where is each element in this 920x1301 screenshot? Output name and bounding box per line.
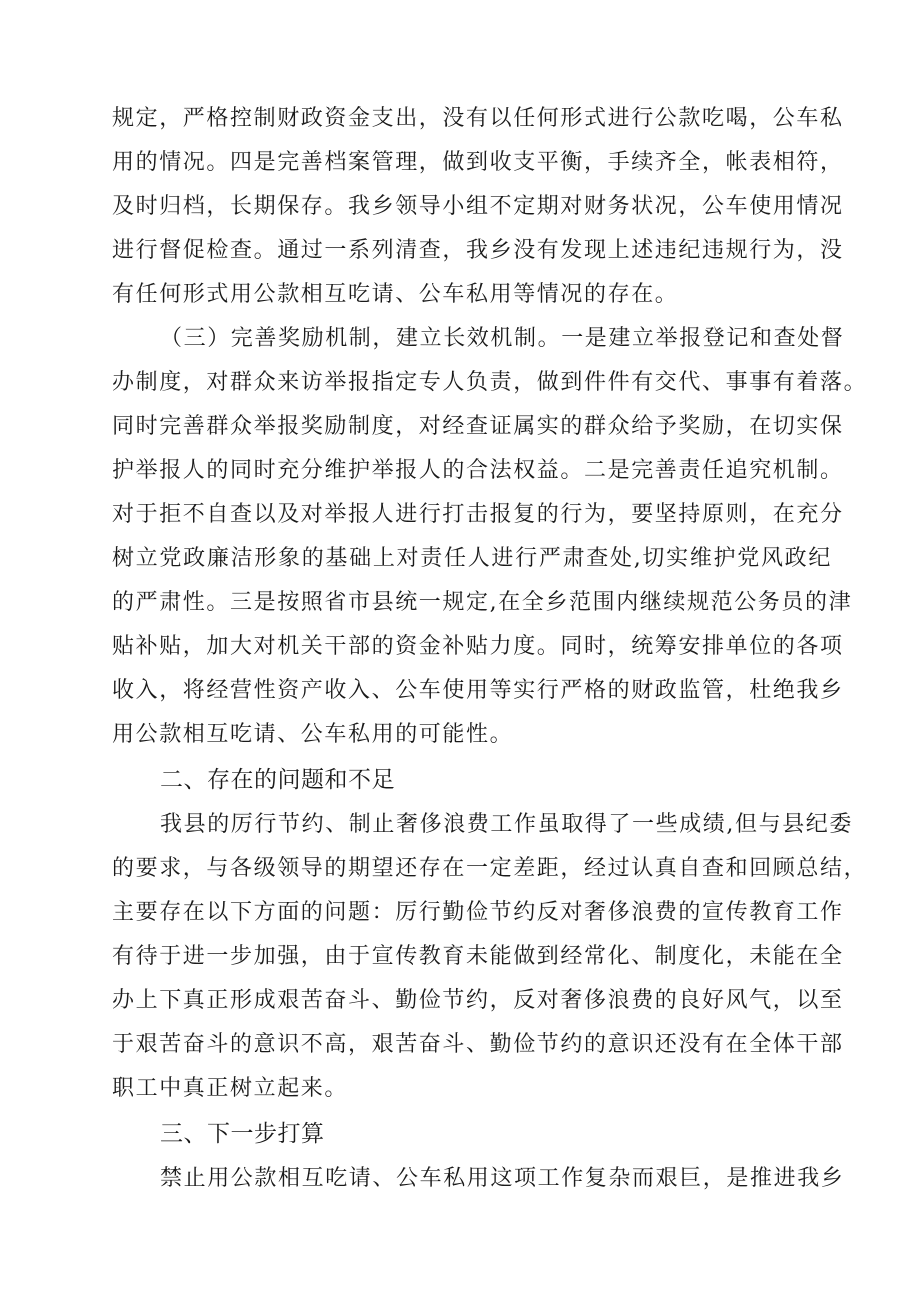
paragraph-line: 进行督促检查。通过一系列清查，我乡没有发现上述违纪违规行为，没 [112,238,844,263]
paragraph-line: 于艰苦奋斗的意识不高，艰苦奋斗、勤俭节约的意识还没有在全体干部 [112,1032,844,1057]
paragraph-line: 有任何形式用公款相互吃请、公车私用等情况的存在。 [112,282,679,307]
paragraph-line: 护举报人的同时充分维护举报人的合法权益。二是完善责任追究机制。 [112,458,844,483]
paragraph-line: 的要求，与各级领导的期望还存在一定差距，经过认真自查和回顾总结， [112,856,868,881]
paragraph-line: 同时完善群众举报奖励制度，对经查证属实的群众给予奖励，在切实保 [112,414,844,439]
section-heading: 二、存在的问题和不足 [160,767,395,793]
paragraph-line: 禁止用公款相互吃请、公车私用这项工作复杂而艰巨，是推进我乡 [160,1166,845,1191]
paragraph-line: 贴补贴，加大对机关干部的资金补贴力度。同时，统筹安排单位的各项 [112,634,844,659]
paragraph-line: 用公款相互吃请、公车私用的可能性。 [112,722,514,747]
paragraph-line: 用的情况。四是完善档案管理，做到收支平衡，手续齐全，帐表相符， [112,150,844,175]
paragraph-line: 的严肃性。三是按照省市县统一规定,在全乡范围内继续规范公务员的津 [112,590,853,615]
paragraph-line: 对于拒不自查以及对举报人进行打击报复的行为，要坚持原则，在充分 [112,502,844,527]
paragraph-line: 职工中真正树立起来。 [112,1076,349,1101]
paragraph-line: 树立党政廉洁形象的基础上对责任人进行严肃查处,切实维护党风政纪 [112,546,832,571]
paragraph-line: 办上下真正形成艰苦奋斗、勤俭节约，反对奢侈浪费的良好风气，以至 [112,988,844,1013]
paragraph-line: 主要存在以下方面的问题：厉行勤俭节约反对奢侈浪费的宣传教育工作 [112,900,844,925]
paragraph-line: 及时归档，长期保存。我乡领导小组不定期对财务状况，公车使用情况 [112,194,844,219]
paragraph-line: 办制度，对群众来访举报指定专人负责，做到件件有交代、事事有着落。 [112,370,868,395]
paragraph-line: 收入，将经营性资产收入、公车使用等实行严格的财政监管，杜绝我乡 [112,678,844,703]
section-heading: 三、下一步打算 [160,1121,325,1147]
paragraph-line: 规定，严格控制财政资金支出，没有以任何形式进行公款吃喝，公车私 [112,106,844,131]
paragraph-line: （三）完善奖励机制，建立长效机制。一是建立举报登记和查处督 [160,326,845,351]
paragraph-line: 有待于进一步加强，由于宣传教育未能做到经常化、制度化，未能在全 [112,944,844,969]
paragraph-line: 我县的厉行节约、制止奢侈浪费工作虽取得了一些成绩,但与县纪委 [160,812,853,837]
